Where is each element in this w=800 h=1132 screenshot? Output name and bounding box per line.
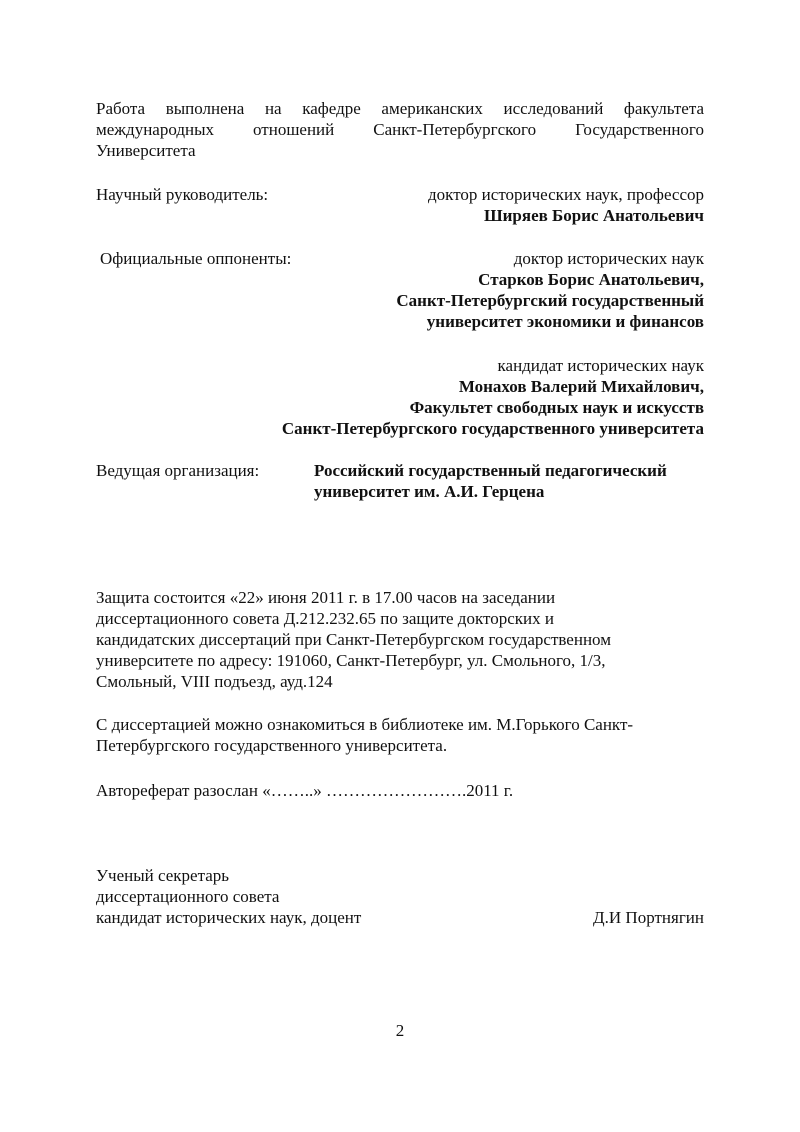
intro-line-3: Университета — [96, 141, 196, 160]
opponents-label: Официальные оппоненты: — [100, 249, 292, 268]
leading-org-name — [314, 460, 704, 502]
secretary-block — [96, 865, 704, 928]
opponent-1-name: Старков Борис Анатольевич, — [478, 270, 704, 289]
supervisor-block — [96, 184, 704, 226]
library-paragraph — [96, 714, 704, 756]
intro-line-1: Работа выполнена на кафедре американских исследований факультета — [96, 99, 704, 118]
library-line-1: С диссертацией можно ознакомиться в библиотеке им. М.Горького Санкт- — [96, 715, 634, 734]
secretary-line-1: Ученый секретарь — [96, 866, 230, 885]
defense-line-1: Защита состоится «22» июня 2011 г. в 17.00 часов на заседании — [96, 588, 556, 607]
leading-org-block — [96, 460, 704, 502]
opponent-2-degree: кандидат исторических наук — [497, 356, 704, 375]
opponent-2-name: Монахов Валерий Михайлович, — [458, 377, 704, 396]
opponent-2-org-line-1: Факультет свободных наук и искусств — [409, 398, 704, 417]
opponent-2-org-line-2: Санкт-Петербургского государственного университета — [281, 419, 704, 438]
secretary-line-3: кандидат исторических наук, доцент — [96, 908, 362, 927]
leading-org-name-line-1: Российский государственный педагогический — [314, 461, 667, 480]
leading-org-name-line-2: университет им. А.И. Герцена — [314, 482, 545, 501]
secretary-name: Д.И Портнягин — [593, 908, 704, 927]
library-line-2: Петербургского государственного университета. — [96, 736, 448, 755]
defense-paragraph — [96, 587, 704, 692]
defense-line-4: университете по адресу: 191060, Санкт-Петербург, ул. Смольного, 1/3, — [96, 651, 606, 670]
secretary-line-2: диссертационного совета — [96, 887, 280, 906]
defense-line-5: Смольный, VIII подъезд, ауд.124 — [96, 672, 333, 691]
opponent-1-org-line-2: университет экономики и финансов — [426, 312, 704, 331]
opponents-block — [96, 248, 704, 439]
defense-line-2: диссертационного совета Д.212.232.65 по защите докторских и — [96, 609, 554, 628]
opponent-1-degree: доктор исторических наук — [513, 249, 704, 268]
document-page — [96, 98, 704, 928]
page-number: 2 — [395, 1021, 405, 1040]
opponent-2-block — [96, 355, 704, 439]
abstract-sent-line: Автореферат разослан «……..» …………………….2011 г. — [96, 781, 514, 800]
supervisor-name: Ширяев Борис Анатольевич — [483, 206, 704, 225]
intro-paragraph — [96, 98, 704, 161]
opponent-1-org-line-1: Санкт-Петербургский государственный — [396, 291, 704, 310]
intro-line-2: международных отношений Санкт-Петербургского Государственного — [96, 120, 704, 139]
leading-org-label: Ведущая организация: — [96, 461, 260, 480]
supervisor-label: Научный руководитель: — [96, 185, 269, 204]
defense-line-3: кандидатских диссертаций при Санкт-Петербургском государственном — [96, 630, 611, 649]
supervisor-degree: доктор исторических наук, профессор — [428, 185, 704, 204]
